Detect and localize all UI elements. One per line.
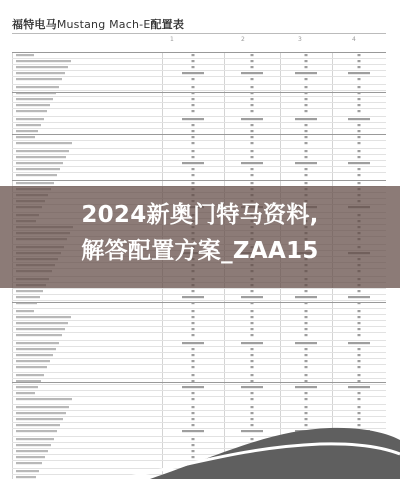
row-value-mark (295, 296, 317, 298)
row-value-mark (358, 86, 361, 88)
row-value-mark (305, 360, 308, 362)
row-value-mark (348, 476, 370, 478)
row-value-mark (251, 450, 254, 452)
row-value-mark (358, 450, 361, 452)
row-value-mark (192, 438, 195, 440)
row-label-mark (16, 124, 41, 126)
row-value-mark (358, 316, 361, 318)
row-value-mark (305, 130, 308, 132)
column-header-1: 1 (170, 36, 174, 43)
row-value-mark (358, 470, 361, 472)
row-value-mark (251, 360, 254, 362)
row-label-mark (16, 348, 56, 350)
row-value-mark (192, 156, 195, 158)
row-value-mark (251, 366, 254, 368)
row-value-mark (305, 60, 308, 62)
row-value-mark (358, 54, 361, 56)
row-value-mark (358, 322, 361, 324)
row-value-mark (305, 412, 308, 414)
row-value-mark (348, 342, 370, 344)
row-value-mark (251, 456, 254, 458)
row-value-mark (182, 296, 204, 298)
row-value-mark (348, 72, 370, 74)
row-value-mark (305, 374, 308, 376)
row-value-mark (305, 438, 308, 440)
column-header-3: 3 (298, 36, 302, 43)
row-value-mark (358, 444, 361, 446)
row-value-mark (241, 296, 263, 298)
row-value-mark (305, 322, 308, 324)
row-value-mark (192, 328, 195, 330)
row-value-mark (358, 462, 361, 464)
row-label-mark (16, 450, 48, 452)
row-value-mark (305, 150, 308, 152)
row-value-mark (192, 54, 195, 56)
row-value-mark (251, 156, 254, 158)
row-label-mark (16, 130, 38, 132)
row-value-mark (358, 60, 361, 62)
row-value-mark (305, 168, 308, 170)
row-value-mark (251, 66, 254, 68)
row-value-mark (251, 322, 254, 324)
row-value-mark (358, 156, 361, 158)
row-value-mark (251, 398, 254, 400)
row-value-mark (182, 386, 204, 388)
row-value-mark (305, 174, 308, 176)
row-value-mark (192, 380, 195, 382)
row-value-mark (348, 118, 370, 120)
title-en: Mustang Mach-E (56, 18, 151, 31)
row-value-mark (305, 398, 308, 400)
row-value-mark (192, 366, 195, 368)
row-value-mark (358, 380, 361, 382)
row-value-mark (251, 380, 254, 382)
row-label-mark (16, 412, 66, 414)
sheet-title (12, 16, 184, 32)
row-value-mark (348, 386, 370, 388)
row-value-mark (241, 342, 263, 344)
row-label-mark (16, 334, 62, 336)
banner-line-1: 2024新奥门特马资料, (81, 202, 319, 228)
row-value-mark (192, 174, 195, 176)
row-value-mark (295, 118, 317, 120)
row-value-mark (251, 418, 254, 420)
row-value-mark (305, 142, 308, 144)
row-value-mark (295, 162, 317, 164)
row-value-mark (192, 456, 195, 458)
row-label-mark (16, 162, 63, 164)
row-value-mark (192, 182, 195, 184)
row-value-mark (182, 430, 204, 432)
row-value-mark (358, 360, 361, 362)
row-value-mark (241, 118, 263, 120)
row-value-mark (305, 444, 308, 446)
row-value-mark (192, 412, 195, 414)
row-label-mark (16, 310, 34, 312)
row-value-mark (358, 142, 361, 144)
row-label-mark (16, 72, 65, 74)
row-value-mark (358, 412, 361, 414)
row-value-mark (295, 430, 317, 432)
row-value-mark (251, 316, 254, 318)
row-value-mark (348, 162, 370, 164)
row-value-mark (358, 392, 361, 394)
row-value-mark (192, 60, 195, 62)
row-value-mark (305, 98, 308, 100)
row-value-mark (305, 136, 308, 138)
row-value-mark (192, 360, 195, 362)
row-value-mark (305, 334, 308, 336)
row-label-mark (16, 430, 57, 432)
row-label-mark (16, 406, 69, 408)
row-value-mark (305, 182, 308, 184)
row-value-mark (305, 456, 308, 458)
column-header-2: 2 (241, 36, 245, 43)
row-value-mark (358, 168, 361, 170)
row-value-mark (251, 374, 254, 376)
row-value-mark (251, 290, 254, 292)
row-value-mark (251, 136, 254, 138)
row-value-mark (305, 316, 308, 318)
row-label-mark (16, 104, 50, 106)
row-value-mark (295, 386, 317, 388)
row-value-mark (305, 78, 308, 80)
row-value-mark (241, 386, 263, 388)
row-value-mark (358, 310, 361, 312)
row-label-mark (16, 78, 62, 80)
row-value-mark (358, 406, 361, 408)
row-value-mark (305, 354, 308, 356)
row-label-mark (16, 142, 72, 144)
row-value-mark (305, 424, 308, 426)
row-value-mark (358, 98, 361, 100)
row-value-mark (358, 366, 361, 368)
row-value-mark (348, 296, 370, 298)
row-label-mark (16, 398, 72, 400)
row-label-mark (16, 424, 60, 426)
row-value-mark (305, 418, 308, 420)
row-value-mark (192, 310, 195, 312)
row-value-mark (358, 334, 361, 336)
row-value-mark (305, 104, 308, 106)
row-value-mark (241, 72, 263, 74)
row-value-mark (192, 418, 195, 420)
row-label-mark (16, 150, 69, 152)
row-label-mark (16, 316, 71, 318)
row-value-mark (348, 430, 370, 432)
row-value-mark (192, 444, 195, 446)
row-label-mark (16, 290, 43, 292)
row-value-mark (305, 392, 308, 394)
row-value-mark (251, 310, 254, 312)
row-label-mark (16, 342, 59, 344)
row-value-mark (305, 366, 308, 368)
row-value-mark (305, 348, 308, 350)
row-value-mark (251, 424, 254, 426)
row-value-mark (305, 380, 308, 382)
row-value-mark (358, 182, 361, 184)
row-value-mark (241, 430, 263, 432)
row-value-mark (192, 98, 195, 100)
row-value-mark (295, 342, 317, 344)
row-value-mark (192, 322, 195, 324)
row-label-mark (16, 470, 39, 472)
row-label-mark (16, 438, 54, 440)
row-value-mark (305, 66, 308, 68)
row-value-mark (251, 470, 254, 472)
row-value-mark (305, 310, 308, 312)
row-value-mark (358, 418, 361, 420)
row-value-mark (192, 374, 195, 376)
row-value-mark (295, 72, 317, 74)
row-value-mark (182, 162, 204, 164)
row-label-mark (16, 328, 65, 330)
row-value-mark (192, 168, 195, 170)
row-value-mark (358, 124, 361, 126)
row-value-mark (251, 168, 254, 170)
row-value-mark (192, 392, 195, 394)
row-label-mark (16, 366, 47, 368)
row-value-mark (251, 444, 254, 446)
row-value-mark (192, 290, 195, 292)
title-suffix: 配置表 (150, 18, 185, 31)
row-value-mark (305, 470, 308, 472)
row-value-mark (358, 104, 361, 106)
row-value-mark (358, 110, 361, 112)
row-value-mark (251, 104, 254, 106)
row-value-mark (358, 150, 361, 152)
row-label-mark (16, 476, 36, 478)
row-label-mark (16, 380, 41, 382)
row-label-mark (16, 392, 35, 394)
row-value-mark (251, 406, 254, 408)
row-value-mark (358, 174, 361, 176)
row-label-mark (16, 182, 54, 184)
row-value-mark (192, 66, 195, 68)
row-value-mark (192, 316, 195, 318)
row-label-mark (16, 296, 40, 298)
row-label-mark (16, 386, 38, 388)
row-value-mark (251, 174, 254, 176)
row-label-mark (16, 54, 34, 56)
row-value-mark (305, 406, 308, 408)
row-label-mark (16, 354, 53, 356)
row-label-mark (16, 322, 68, 324)
row-label-mark (16, 118, 44, 120)
row-label-mark (16, 110, 47, 112)
row-value-mark (358, 66, 361, 68)
column-header-row (0, 36, 400, 48)
row-value-mark (358, 290, 361, 292)
row-value-mark (251, 124, 254, 126)
row-value-mark (358, 374, 361, 376)
row-value-mark (358, 78, 361, 80)
row-value-mark (358, 354, 361, 356)
row-value-mark (192, 406, 195, 408)
row-value-mark (251, 462, 254, 464)
row-value-mark (305, 328, 308, 330)
row-value-mark (192, 142, 195, 144)
row-value-mark (251, 54, 254, 56)
row-value-mark (192, 78, 195, 80)
row-value-mark (251, 86, 254, 88)
row-value-mark (305, 86, 308, 88)
row-value-mark (305, 450, 308, 452)
row-value-mark (192, 124, 195, 126)
row-label-mark (16, 98, 53, 100)
row-value-mark (305, 156, 308, 158)
row-label-mark (16, 156, 66, 158)
row-value-mark (192, 150, 195, 152)
row-value-mark (251, 98, 254, 100)
row-value-mark (192, 470, 195, 472)
row-value-mark (251, 328, 254, 330)
row-label-mark (16, 374, 44, 376)
row-value-mark (241, 162, 263, 164)
row-value-mark (182, 118, 204, 120)
row-value-mark (182, 342, 204, 344)
row-label-mark (16, 418, 63, 420)
row-value-mark (251, 78, 254, 80)
row-value-mark (192, 86, 195, 88)
row-label-mark (16, 360, 50, 362)
row-value-mark (305, 110, 308, 112)
title-cn: 福特电马 (12, 18, 57, 31)
row-label-mark (16, 66, 68, 68)
row-value-mark (192, 354, 195, 356)
row-value-mark (251, 438, 254, 440)
row-value-mark (358, 136, 361, 138)
row-value-mark (358, 328, 361, 330)
row-value-mark (192, 136, 195, 138)
row-value-mark (192, 450, 195, 452)
row-value-mark (358, 130, 361, 132)
row-value-mark (192, 348, 195, 350)
column-header-4: 4 (352, 36, 356, 43)
row-value-mark (358, 438, 361, 440)
row-value-mark (251, 150, 254, 152)
row-value-mark (305, 290, 308, 292)
row-value-mark (251, 130, 254, 132)
banner-title (0, 197, 400, 269)
banner-line-2: 解答配置方案_ZAA15 (81, 238, 319, 264)
row-value-mark (251, 142, 254, 144)
row-value-mark (182, 476, 204, 478)
row-label-mark (16, 174, 57, 176)
row-value-mark (251, 412, 254, 414)
row-value-mark (251, 392, 254, 394)
row-value-mark (192, 110, 195, 112)
row-value-mark (192, 424, 195, 426)
row-value-mark (192, 462, 195, 464)
row-value-mark (358, 398, 361, 400)
title-divider (12, 33, 386, 34)
row-value-mark (358, 424, 361, 426)
row-value-mark (241, 476, 263, 478)
row-value-mark (295, 476, 317, 478)
row-value-mark (251, 110, 254, 112)
row-label-mark (16, 86, 59, 88)
row-value-mark (305, 462, 308, 464)
row-value-mark (358, 456, 361, 458)
row-value-mark (251, 348, 254, 350)
row-label-mark (16, 456, 45, 458)
row-value-mark (192, 334, 195, 336)
row-value-mark (192, 398, 195, 400)
row-value-mark (251, 60, 254, 62)
row-value-mark (182, 72, 204, 74)
row-label-mark (16, 136, 35, 138)
row-value-mark (305, 54, 308, 56)
row-label-mark (16, 60, 71, 62)
row-value-mark (358, 348, 361, 350)
row-label-mark (16, 444, 51, 446)
row-label-mark (16, 462, 42, 464)
row-value-mark (305, 124, 308, 126)
row-label-mark (16, 168, 60, 170)
row-value-mark (251, 182, 254, 184)
row-value-mark (251, 334, 254, 336)
row-value-mark (251, 354, 254, 356)
row-value-mark (192, 104, 195, 106)
row-value-mark (192, 130, 195, 132)
